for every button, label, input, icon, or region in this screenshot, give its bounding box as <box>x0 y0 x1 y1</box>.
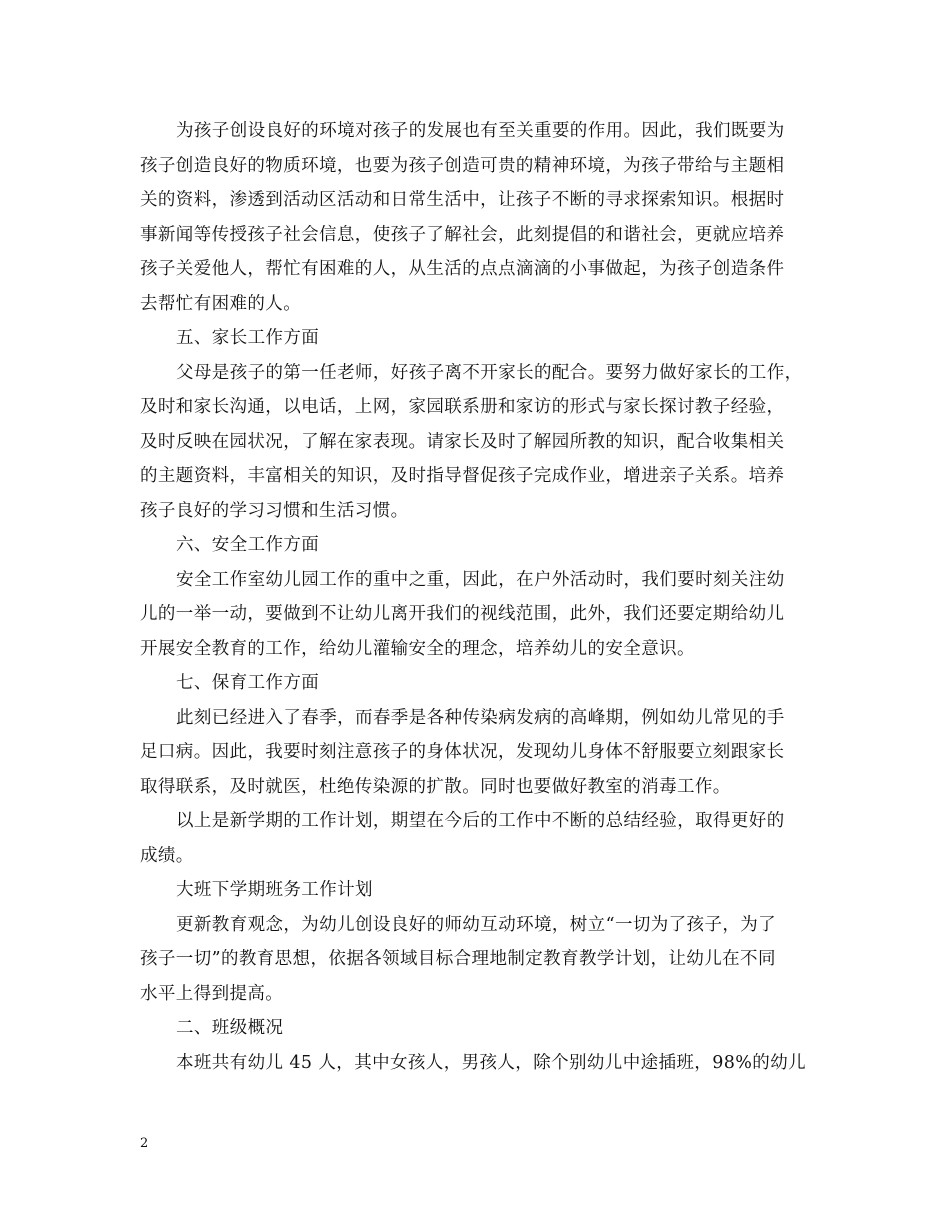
paragraph-line: 为孩子创设良好的环境对孩子的发展也有至关重要的作用。因此，我们既要为 <box>176 121 785 141</box>
paragraph-line: 孩子关爱他人，帮忙有困难的人，从生活的点点滴滴的小事做起，为孩子创造条件 <box>140 259 785 279</box>
paragraph-line: 安全工作室幼儿园工作的重中之重，因此，在户外活动时，我们要时刻关注幼 <box>176 569 785 590</box>
body-text <box>140 114 816 1080</box>
paragraph-line: 及时和家长沟通，以电话，上网，家园联系册和家访的形式与家长探讨教子经验， <box>140 397 785 417</box>
paragraph-line: 父母是孩子的第一任老师，好孩子离不开家长的配合。要努力做好家长的工作， <box>176 362 803 383</box>
section-heading: 二、班级概况 <box>176 1018 284 1038</box>
paragraph-line: 孩子创造良好的物质环境，也要为孩子创造可贵的精神环境，为孩子带给与主题相 <box>140 155 785 176</box>
paragraph-line: 成绩。 <box>140 845 194 866</box>
paragraph-line: 关的资料，渗透到活动区活动和日常生活中，让孩子不断的寻求探索知识。根据时 <box>140 190 785 210</box>
paragraph-line: 足口病。因此，我要时刻注意孩子的身体状况，发现幼儿身体不舒服要立刻跟家长 <box>140 742 785 762</box>
paragraph-line: 更新教育观念，为幼儿创设良好的师幼互动环境，树立“一切为了孩子，为了 <box>176 914 777 935</box>
section-heading: 六、安全工作方面 <box>176 535 320 555</box>
paragraph-line: 的主题资料，丰富相关的知识，及时指导督促孩子完成作业，增进亲子关系。培养 <box>140 466 785 486</box>
paragraph-line: 及时反映在园状况，了解在家表现。请家长及时了解园所教的知识，配合收集相关 <box>140 431 785 452</box>
section-heading: 五、家长工作方面 <box>176 328 320 348</box>
paragraph-line: 儿的一举一动，要做到不让幼儿离开我们的视线范围，此外，我们还要定期给幼儿 <box>140 604 785 624</box>
paragraph-line: 开展安全教育的工作，给幼儿灌输安全的理念，培养幼儿的安全意识。 <box>140 638 695 659</box>
paragraph-line: 孩子一切”的教育思想，依据各领域目标合理地制定教育教学计划，让幼儿在不同 <box>140 949 776 969</box>
paragraph-line: 本班共有幼儿 45 人，其中女孩人，男孩人，除个别幼儿中途插班，98%的幼儿 <box>176 1052 806 1073</box>
page-number: 2 <box>140 1136 149 1151</box>
paragraph-line: 水平上得到提高。 <box>140 983 284 1004</box>
paragraph-line: 以上是新学期的工作计划，期望在今后的工作中不断的总结经验，取得更好的 <box>176 811 785 831</box>
section-heading: 大班下学期班务工作计划 <box>176 880 373 900</box>
paragraph-line: 孩子良好的学习习惯和生活习惯。 <box>140 500 409 521</box>
section-heading: 七、保育工作方面 <box>176 673 320 693</box>
paragraph-line: 此刻已经进入了春季，而春季是各种传染病发病的高峰期，例如幼儿常见的手 <box>176 707 785 728</box>
paragraph-line: 去帮忙有困难的人。 <box>140 293 302 314</box>
paragraph-line: 取得联系，及时就医，杜绝传染源的扩散。同时也要做好教室的消毒工作。 <box>140 776 731 797</box>
paragraph-line: 事新闻等传授孩子社会信息，使孩子了解社会，此刻提倡的和谐社会，更就应培养 <box>140 224 785 245</box>
